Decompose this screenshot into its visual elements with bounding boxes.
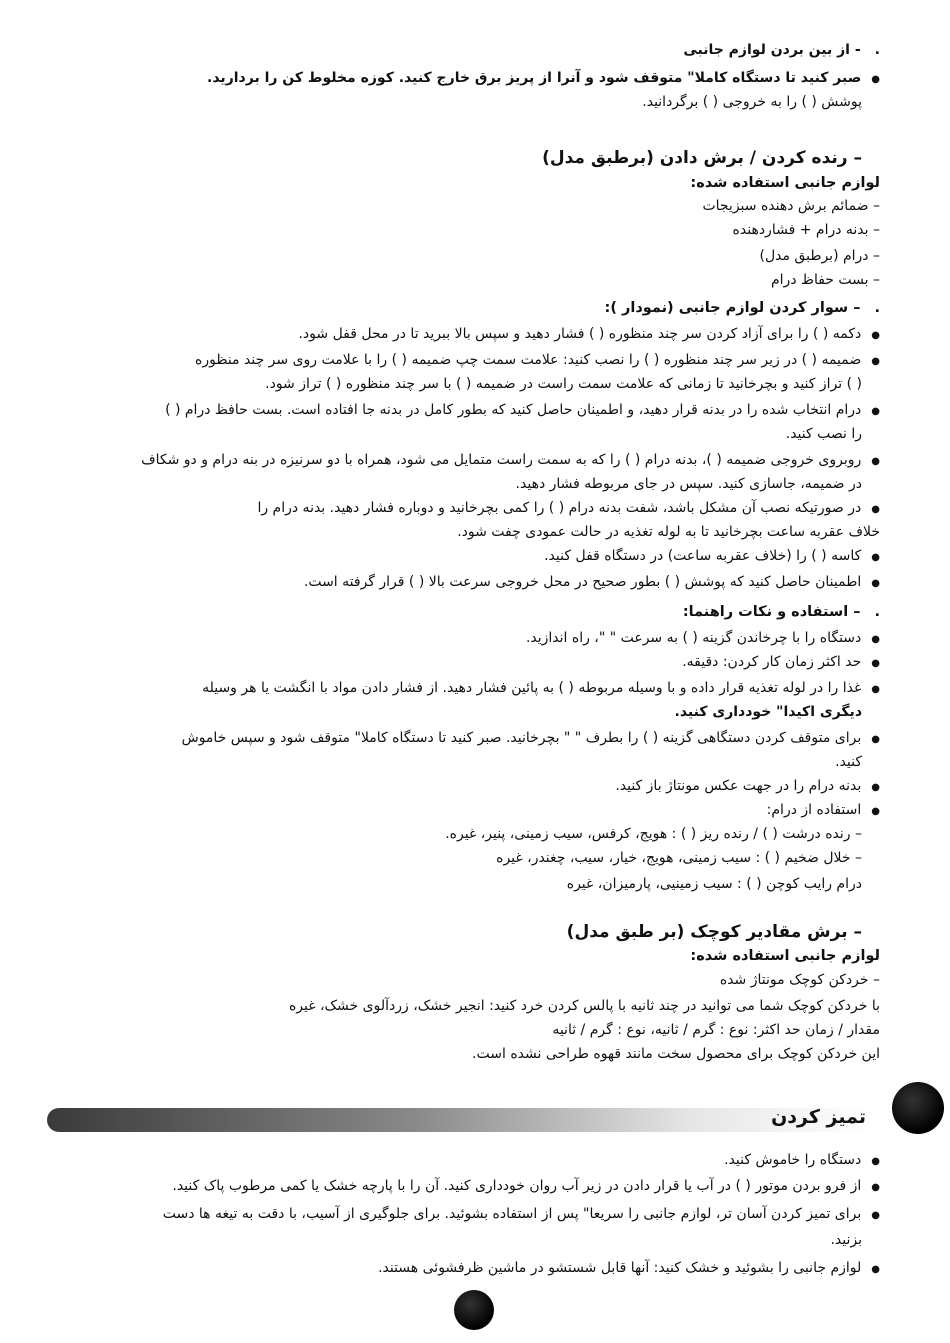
text-line: . - از بین بردن لوازم جانبی <box>683 40 880 60</box>
text-line: لوازم جانبی استفاده شده: <box>690 948 880 964</box>
text-line: در ضمیمه، جاسازی کنید. سپس در جای مربوطه فشار دهید. <box>515 476 862 492</box>
text-line: درام رایب کوچن ( ) : سیب زمینیی، پارمیزان، غیره <box>566 876 862 892</box>
text-line: ● دکمه ( ) را برای آزاد کردن سر چند منظوره ( ) فشار دهید و سپس بالا ببرید تا در محل قفل شود. <box>298 324 880 346</box>
text-line: ● اطمینان حاصل کنید که پوشش ( ) بطور صحیح در محل خروجی سرعت بالا ( ) قرار گرفته است. <box>304 572 880 594</box>
text-line: این خردکن کوچک برای محصول سخت مانند قهوه طراحی نشده است. <box>472 1046 880 1062</box>
cleaning-section-title: تمیز کردن <box>771 1106 866 1128</box>
text-line: – رنده درشت ( ) / رنده ریز ( ) : هویج، کرفس، سیب زمینی، پنیر، غیره. <box>445 826 862 842</box>
text-line: ● در صورتیکه نصب آن مشکل باشد، شفت بدنه درام ( ) را کمی بچرخانید و دوباره فشار دهید. بدنه درام را <box>257 498 880 520</box>
text-line: – درام (برطبق مدل) <box>759 248 880 264</box>
text-line: – بست حفاظ درام <box>771 272 880 288</box>
text-line: ● روبروی خروجی ضمیمه ( )، بدنه درام ( ) را که به سمت راست متمایل می شود، همراه با دو سرنیزه در بنه درام و دو شکاف <box>141 450 880 472</box>
text-line: – برش مقادیر کوچک (بر طبق مدل) <box>566 922 862 942</box>
text-line: ● از فرو بردن موتور ( ) در آب یا قرار دادن در زیر آب روان خودداری کنید. آن را با پارچه خشک یا کمی مرطوب پاک کنید. <box>172 1176 880 1198</box>
text-line: ● استفاده از درام: <box>767 800 880 822</box>
text-line: بزنید. <box>830 1232 862 1248</box>
text-line: – ضمائم برش دهنده سبزیجات <box>702 198 880 214</box>
black-circle-marker <box>892 1082 944 1134</box>
text-line: با خردکن کوچک شما می توانید در چند ثانیه با پالس کردن خرد کنید: انجیر خشک، زردآلوی خشک، غیره <box>288 998 880 1014</box>
text-line: ● دستگاه را خاموش کنید. <box>724 1150 880 1172</box>
text-line: کنید. <box>835 754 862 770</box>
text-line: لوازم جانبی استفاده شده: <box>690 175 880 191</box>
text-line: ● غذا را در لوله تغذیه قرار داده و با وسیله مربوطه ( ) به پائین فشار دهید. از فشار دادن مواد با انگشت یا هر وسیله <box>202 678 880 700</box>
text-line: – خردکن کوچک مونتاژ شده <box>719 972 880 988</box>
text-line: ● بدنه درام را در جهت عکس مونتاژ باز کنید. <box>615 776 880 798</box>
text-line: خلاف عقربه ساعت بچرخانید تا به لوله تغذیه در حالت عمودی چفت شود. <box>457 524 880 540</box>
text-line: ● درام انتخاب شده را در بدنه قرار دهید، و اطمینان حاصل کنید که بطور کامل در بدنه جا افتاده است. بست حافظ درام ( ) <box>165 400 880 422</box>
text-line: ● لوازم جانبی را بشوئید و خشک کنید: آنها قابل شستشو در ماشین ظرفشوئی هستند. <box>378 1258 880 1280</box>
text-line: مقدار / زمان حد اکثر: نوع : گرم / ثانیه، نوع : گرم / ثانیه <box>552 1022 880 1038</box>
text-line: پوشش ( ) را به خروجی ( ) برگردانید. <box>642 94 862 110</box>
text-line: ● دستگاه را با چرخاندن گزینه ( ) به سرعت " "، راه اندازید. <box>526 628 880 650</box>
cleaning-gradient-bar <box>47 1108 872 1132</box>
text-line: دیگری اکیدا" خودداری کنید. <box>674 704 862 720</box>
text-line: – خلال ضخیم ( ) : سیب زمینی، هویج، خیار، سیب، چغندر، غیره <box>496 850 862 866</box>
text-line: ● ضمیمه ( ) در زیر سر چند منظوره ( ) را نصب کنید: علامت سمت چپ ضمیمه ( ) را با علامت روی سر چند منظوره <box>195 350 880 372</box>
text-line: . – استفاده و نکات راهنما: <box>683 602 880 622</box>
text-line: ● کاسه ( ) را (خلاف عقربه ساعت) در دستگاه قفل کنید. <box>544 546 880 568</box>
text-line: ● حد اکثر زمان کار کردن: دقیقه. <box>682 652 880 674</box>
text-line: ● برای متوقف کردن دستگاهی گزینه ( ) را بطرف " " بچرخانید. صبر کنید تا دستگاه کاملا" متوقف شود و سپس خاموش <box>182 728 880 750</box>
text-line: ( ) تراز کنید و بچرخانید تا زمانی که علامت سمت راست در ضمیمه ( ) با سر چند منظوره ( ) تراز شود. <box>265 376 862 392</box>
text-line: – بدنه درام + فشاردهنده <box>732 222 880 238</box>
page-number-circle <box>454 1290 494 1330</box>
text-line: . – سوار کردن لوازم جانبی (نمودار ): <box>605 298 880 318</box>
text-line: ● صبر کنید تا دستگاه کاملا" متوقف شود و آنرا از پریز برق خارج کنید. کوزه مخلوط کن را بردارید. <box>207 68 880 90</box>
text-line: را نصب کنید. <box>785 426 862 442</box>
text-line: ● برای تمیز کردن آسان تر، لوازم جانبی را سریعا" پس از استفاده بشوئید. برای جلوگیری از آسیب، با دقت به تیغه ها دست <box>163 1204 880 1226</box>
text-line: – رنده کردن / برش دادن (برطبق مدل) <box>542 148 862 168</box>
